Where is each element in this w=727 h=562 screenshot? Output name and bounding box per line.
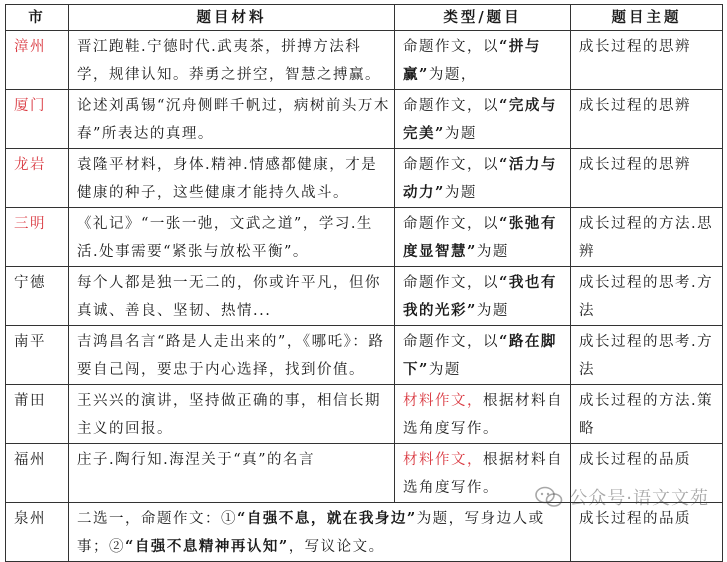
table-row: [6, 267, 723, 326]
material-part: 二选一，命题作文：①: [77, 511, 237, 527]
row-theme: 成长过程的方法.策略: [571, 385, 723, 444]
row-theme: 成长过程的思辨: [571, 31, 723, 90]
row-type: [395, 90, 571, 149]
watermark-text: 公众号·语文文苑: [569, 488, 709, 509]
table-row: [6, 385, 723, 444]
row-theme: 成长过程的品质: [571, 503, 723, 562]
exam-topics-table: [5, 4, 723, 562]
header-theme: 题目主题: [571, 5, 723, 31]
row-type: [395, 326, 571, 385]
table-row: [6, 31, 723, 90]
type-title: “我也有我的光彩”: [403, 274, 557, 319]
row-type: [395, 208, 571, 267]
row-type: [395, 267, 571, 326]
row-material: [69, 503, 571, 562]
row-city: 福州: [6, 444, 69, 503]
type-suffix: 为题: [428, 362, 461, 378]
type-suffix: 根据材料自选角度写作。: [403, 452, 563, 496]
type-suffix: 为题，: [428, 67, 477, 83]
wechat-icon: [535, 486, 563, 508]
row-city: 泉州: [6, 503, 69, 562]
row-material: 论述刘禹锡“沉舟侧畔千帆过，病树前头万木春”所表达的真理。: [69, 90, 395, 149]
type-suffix: 为题: [476, 303, 509, 319]
material-part: 为题，写身边人或事；②: [77, 511, 545, 555]
table-header-row: [6, 5, 723, 31]
type-prefix: 命题作文，以: [403, 216, 499, 232]
row-city: 厦门: [6, 90, 69, 149]
row-material: 袁隆平材料，身体.精神.情感都健康，才是健康的种子，这些健康才能持久战斗。: [69, 149, 395, 208]
material-title-1: “自强不息，就在我身边”: [237, 510, 417, 527]
material-part: ，写议论文。: [288, 539, 385, 555]
type-title: “拼与赢”: [403, 38, 541, 83]
row-material: 晋江跑鞋.宁德时代.武夷茶，拼搏方法科学，规律认知。莽勇之拼空，智慧之搏赢。: [69, 31, 395, 90]
row-theme: 成长过程的思辨: [571, 149, 723, 208]
type-suffix: 根据材料自选角度写作。: [403, 393, 563, 437]
header-type: 类型/题目: [395, 5, 571, 31]
table-row: [6, 149, 723, 208]
type-prefix: 命题作文，以: [403, 275, 499, 291]
type-prefix: 命题作文，以: [403, 39, 499, 55]
type-prefix: 命题作文，以: [403, 98, 499, 114]
row-theme: 成长过程的思考.方法: [571, 267, 723, 326]
header-material: 题目材料: [69, 5, 395, 31]
table-row: [6, 326, 723, 385]
row-material: 《礼记》“一张一弛，文武之道”，学习.生活.处事需要“紧张与放松平衡”。: [69, 208, 395, 267]
material-title-2: “自强不息精神再认知”: [125, 538, 289, 555]
row-type: [395, 149, 571, 208]
watermark: [535, 484, 709, 510]
type-suffix: 为题: [444, 126, 477, 142]
row-city: 三明: [6, 208, 69, 267]
type-prefix: 命题作文，以: [403, 334, 499, 350]
type-title: “张弛有度显智慧”: [403, 215, 557, 260]
row-theme: 成长过程的方法.思辨: [571, 208, 723, 267]
type-title: “完成与完美”: [403, 97, 557, 142]
type-prefix: 材料作文，: [403, 452, 483, 468]
row-material: 吉鸿昌名言“路是人走出来的”，《哪吒》：路要自己闯，要忠于内心选择，找到价值。: [69, 326, 395, 385]
row-city: 莆田: [6, 385, 69, 444]
table-row: [6, 90, 723, 149]
table-row: [6, 503, 723, 562]
row-city: 南平: [6, 326, 69, 385]
type-prefix: 材料作文，: [403, 393, 483, 409]
row-theme: 成长过程的思辨: [571, 90, 723, 149]
row-material: 每个人都是独一无二的，你或许平凡，但你真诚、善良、坚韧、热情...: [69, 267, 395, 326]
type-title: “路在脚下”: [403, 333, 557, 378]
row-theme: 成长过程的思考.方法: [571, 326, 723, 385]
row-material: 王兴兴的演讲，坚持做正确的事，相信长期主义的回报。: [69, 385, 395, 444]
row-type: [395, 31, 571, 90]
type-suffix: 为题: [444, 185, 477, 201]
type-suffix: 为题: [476, 244, 509, 260]
row-city: 漳州: [6, 31, 69, 90]
row-type: [395, 385, 571, 444]
row-material: 庄子.陶行知.海涅关于“真”的名言: [69, 444, 395, 503]
row-city: 宁德: [6, 267, 69, 326]
type-title: “活力与动力”: [403, 156, 557, 201]
row-theme: 成长过程的品质: [571, 444, 723, 503]
type-prefix: 命题作文，以: [403, 157, 499, 173]
header-city: 市: [6, 5, 69, 31]
row-city: 龙岩: [6, 149, 69, 208]
table-row: [6, 208, 723, 267]
